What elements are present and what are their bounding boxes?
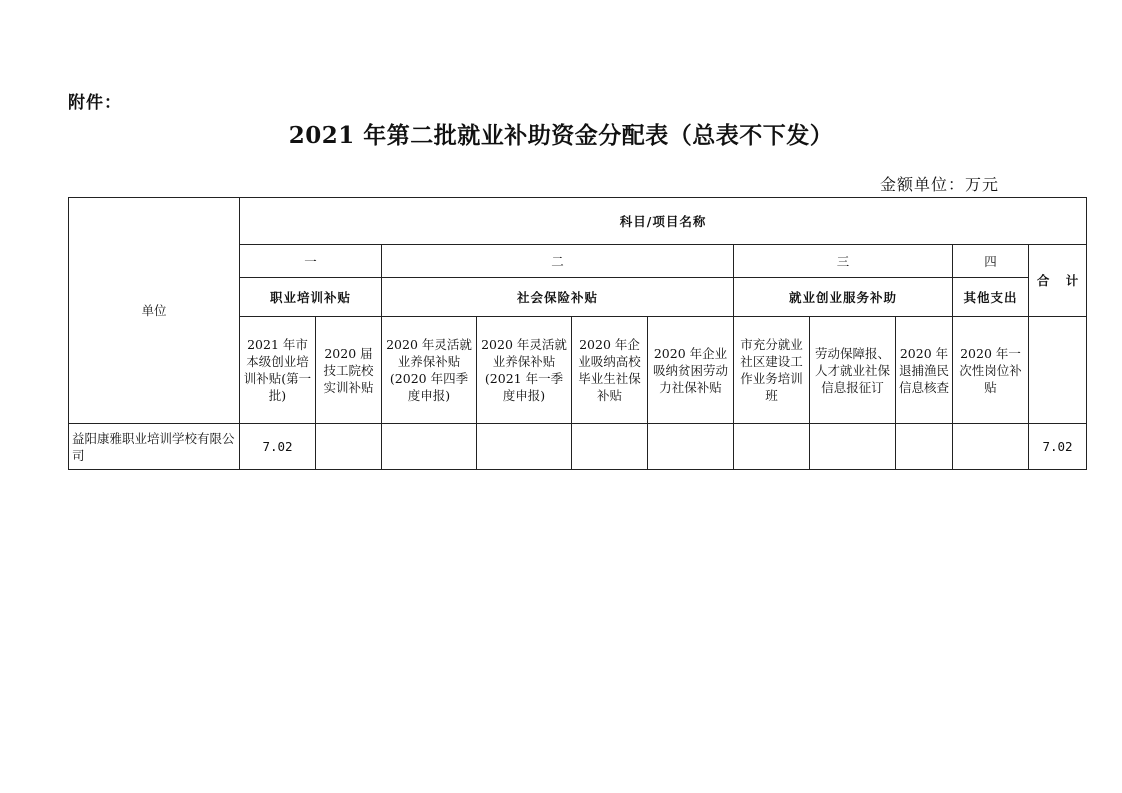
item-header-7: 市充分就业社区建设工作业务培训班 bbox=[734, 317, 810, 424]
group-number-2: 二 bbox=[382, 245, 734, 278]
group-number-1: 一 bbox=[240, 245, 382, 278]
allocation-table bbox=[68, 197, 1087, 470]
row-value-9 bbox=[896, 424, 953, 470]
total-empty-cell bbox=[1029, 317, 1087, 424]
table-row bbox=[69, 424, 1087, 470]
row-value-4 bbox=[477, 424, 572, 470]
row-value-8 bbox=[810, 424, 896, 470]
row-value-2 bbox=[316, 424, 382, 470]
total-column-header: 合 计 bbox=[1029, 245, 1087, 317]
group-name-2: 社会保险补贴 bbox=[382, 278, 734, 317]
item-header-4: 2020 年灵活就业养保补贴(2021 年一季度申报) bbox=[477, 317, 572, 424]
row-value-7 bbox=[734, 424, 810, 470]
attachment-label: 附件： bbox=[68, 93, 122, 113]
row-total: 7.02 bbox=[1029, 424, 1087, 470]
item-header-10: 2020 年一次性岗位补贴 bbox=[953, 317, 1029, 424]
unit-column-header: 单位 bbox=[69, 198, 240, 424]
group-name-4: 其他支出 bbox=[953, 278, 1029, 317]
row-unit-name: 益阳康雅职业培训学校有限公司 bbox=[69, 424, 240, 470]
group-number-4: 四 bbox=[953, 245, 1029, 278]
row-value-5 bbox=[572, 424, 648, 470]
row-value-10 bbox=[953, 424, 1029, 470]
group-name-3: 就业创业服务补助 bbox=[734, 278, 953, 317]
item-header-2: 2020 届技工院校实训补贴 bbox=[316, 317, 382, 424]
subject-header: 科目/项目名称 bbox=[240, 198, 1087, 245]
group-name-1: 职业培训补贴 bbox=[240, 278, 382, 317]
item-header-3: 2020 年灵活就业养保补贴(2020 年四季度申报) bbox=[382, 317, 477, 424]
item-header-1: 2021 年市本级创业培训补贴(第一批) bbox=[240, 317, 316, 424]
document-title: 2021 年第二批就业补助资金分配表（总表不下发） bbox=[288, 122, 834, 149]
item-header-6: 2020 年企业吸纳贫困劳动力社保补贴 bbox=[648, 317, 734, 424]
group-number-3: 三 bbox=[734, 245, 953, 278]
item-header-8: 劳动保障报、人才就业社保信息报征订 bbox=[810, 317, 896, 424]
row-value-6 bbox=[648, 424, 734, 470]
row-value-1: 7.02 bbox=[240, 424, 316, 470]
header-row-subject bbox=[69, 198, 1087, 245]
row-value-3 bbox=[382, 424, 477, 470]
item-header-9: 2020 年退捕渔民信息核查 bbox=[896, 317, 953, 424]
amount-unit-note: 金额单位：万元 bbox=[880, 175, 1000, 194]
item-header-5: 2020 年企业吸纳高校毕业生社保补贴 bbox=[572, 317, 648, 424]
